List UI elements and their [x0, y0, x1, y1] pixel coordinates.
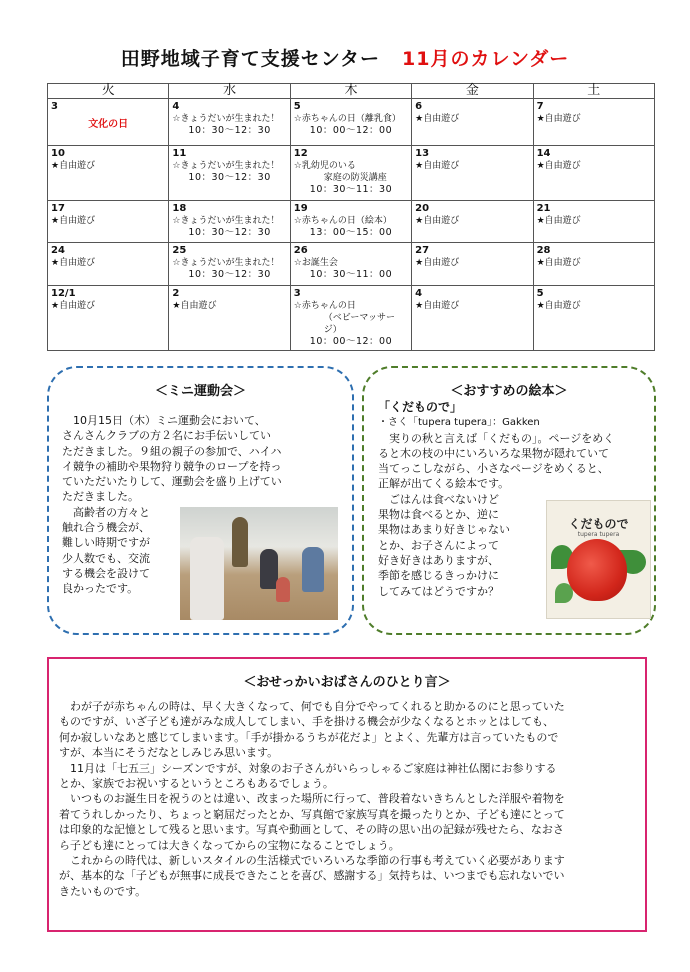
calendar-cell: [169, 286, 290, 351]
calendar-cell: [169, 146, 290, 201]
event-label: ★自由遊び: [536, 216, 581, 226]
text-line: は印象的な記憶として残ると思います。写真や動画として、その時の思い出の記録が残せたら、なおさ: [59, 823, 564, 837]
day-number: 24: [51, 245, 65, 256]
day-number: 5: [293, 101, 301, 112]
calendar-cell: [48, 201, 169, 243]
day-number: 6: [415, 101, 423, 112]
text-line: 好き好きはありますが、: [378, 553, 499, 567]
event-time: 13：00〜15：00: [309, 227, 393, 238]
day-number: 19: [293, 203, 308, 214]
event-label: ★自由遊び: [51, 161, 96, 171]
day-number: 28: [536, 245, 551, 256]
day-number: 26: [293, 245, 308, 256]
calendar-cell: [48, 243, 169, 286]
text-line: 難しい時期ですが: [62, 536, 150, 550]
text-line: ら子ども達にとっては大きくなってからの宝物になることでしょう。: [59, 838, 400, 852]
calendar-week-row: [48, 286, 655, 351]
osekkai-text: [59, 699, 643, 899]
event-label: ★自由遊び: [415, 216, 460, 226]
text-line: すが、本当にそうだなとしみじみ思います。: [59, 746, 279, 760]
day-number: 14: [536, 148, 551, 159]
calendar-cell: [533, 286, 654, 351]
event-label: ☆乳幼児のいる: [293, 161, 356, 171]
text-line: ものですが、いざ子ども達がみな成人してしまい、手を掛ける機会が少なくなるとホッとはしても、: [59, 715, 554, 729]
day-number: 5: [536, 288, 544, 299]
text-line: 果物はあまり好きじゃない: [378, 523, 510, 537]
event-time: 10：30〜11：30: [309, 184, 393, 195]
text-line: ていただいたりして、運動会を盛り上げてい: [62, 475, 282, 489]
event-time: 10：30〜12：30: [188, 227, 271, 238]
calendar-cell: [533, 243, 654, 286]
calendar-cell: [533, 99, 654, 146]
event-time: 10：30〜12：30: [188, 172, 271, 183]
event-label: ☆きょうだいが生まれた！: [172, 258, 280, 268]
text-line: 10月15日（木）ミニ運動会において、: [62, 414, 266, 427]
day-number: 20: [415, 203, 430, 214]
calendar-cell: [169, 243, 290, 286]
event-label: ★自由遊び: [536, 258, 581, 268]
text-line: ただきました。: [62, 490, 139, 504]
event-label: ★自由遊び: [51, 301, 96, 311]
osekkai-heading: ＜おせっかいおばさんのひとり言＞: [243, 675, 451, 690]
calendar-cell: [169, 99, 290, 146]
event-label: ★自由遊び: [172, 301, 217, 311]
title-month: 11月のカレンダー: [402, 48, 570, 70]
text-line: する機会を設けて: [62, 566, 150, 580]
calendar-cell: [290, 146, 411, 201]
day-number: 3: [293, 288, 301, 299]
photo-figure: [190, 537, 224, 620]
event-label: ★自由遊び: [536, 301, 581, 311]
calendar-cell: [290, 286, 411, 351]
text-line: 高齢者の方々と: [62, 505, 150, 519]
calendar-cell: [412, 201, 533, 243]
weekday-wed: 水: [169, 84, 290, 99]
calendar-cell: [48, 146, 169, 201]
text-line: 正解が出てくる絵本です。: [378, 477, 510, 491]
day-number: 10: [51, 148, 65, 159]
event-label: ★自由遊び: [536, 114, 581, 124]
text-line: 季節を感じるきっかけに: [378, 569, 499, 583]
event-time: 10：30〜12：30: [188, 125, 271, 136]
text-line: 触れ合う機会が、: [62, 521, 150, 535]
text-line: イ競争の補助や果物狩り競争のロープを持っ: [62, 459, 282, 473]
event-label: ★自由遊び: [415, 114, 460, 124]
weekday-thu: 木: [290, 84, 411, 99]
event-time: 10：00〜12：00: [309, 125, 393, 136]
calendar-cell: [48, 286, 169, 351]
text-line: ただきました。９組の親子の参加で、ハイハ: [62, 444, 282, 458]
day-number: 7: [536, 101, 544, 112]
event-label: ☆赤ちゃんの日（離乳食）: [293, 114, 401, 124]
day-number: 12: [293, 148, 308, 159]
event-label: ★自由遊び: [51, 258, 96, 268]
text-line: 当てっこしながら、小さなページをめくると、: [378, 462, 609, 476]
title-main: 田野地域子育て支援センター: [120, 48, 381, 70]
calendar-cell: [533, 146, 654, 201]
calendar-cell: [412, 243, 533, 286]
text-line: わが子が赤ちゃんの時は、早く大きくなって、何でも自分でやってくれると助かるのにと思っていた: [59, 700, 565, 713]
day-number: 25: [172, 245, 187, 256]
osekkai-box: [47, 657, 647, 932]
calendar-cell: [412, 286, 533, 351]
weekday-tue: 火: [48, 84, 169, 99]
text-line: いつものお誕生日を祝うのとは違い、改まった場所に行って、普段着ないきちんとした洋服や着物を: [59, 792, 565, 806]
day-number: 17: [51, 203, 65, 214]
weekday-sat: 土: [533, 84, 654, 99]
event-label: ★自由遊び: [415, 258, 460, 268]
apple-shape: [567, 539, 627, 601]
book-title: 「くだもので」: [378, 400, 463, 414]
text-line: 少人数でも、交流: [62, 551, 150, 565]
text-line: ると木の枝の中にいろいろな果物が隠れていて: [378, 446, 609, 460]
day-number: 4: [415, 288, 423, 299]
event-time: 10：30〜12：30: [188, 269, 271, 280]
event-time: 10：00〜12：00: [309, 336, 393, 347]
undokai-photo: [180, 507, 338, 620]
text-line: 実りの秋と言えば「くだもの」。ページをめく: [378, 431, 615, 445]
calendar-cell: [290, 201, 411, 243]
day-number: 12/1: [51, 288, 76, 299]
day-number: 13: [415, 148, 430, 159]
weekday-fri: 金: [412, 84, 533, 99]
event-time: 10：30〜11：00: [309, 269, 393, 280]
calendar-cell: [48, 99, 169, 146]
day-number: 2: [172, 288, 180, 299]
event-label: ☆きょうだいが生まれた！: [172, 216, 280, 226]
text-line: が、基本的な「子どもが無事に成長できたことを喜び、感謝する」気持ちは、いつまでも忘れないでい: [59, 869, 565, 883]
text-line: これからの時代は、新しいスタイルの生活様式でいろいろな季節の行事も考えていく必要があります: [59, 854, 565, 868]
event-label-continued: （ベビーマッサージ）: [323, 313, 396, 335]
event-label: ★自由遊び: [51, 216, 96, 226]
page-title: [0, 44, 690, 71]
event-label: ☆赤ちゃんの日: [293, 301, 356, 311]
weekday-header-row: [48, 84, 655, 99]
calendar-week-row: [48, 201, 655, 243]
calendar-cell: [290, 243, 411, 286]
event-label: ☆きょうだいが生まれた！: [172, 161, 280, 171]
text-line: 11月は「七五三」シーズンですが、対象のお子さんがいらっしゃるご家庭は神社仏閣にお参りする: [59, 761, 557, 775]
event-label: ☆お誕生会: [293, 258, 338, 268]
event-label: ★自由遊び: [415, 161, 460, 171]
day-number: 3: [51, 101, 58, 112]
text-line: 着てうれしかったり、ちょっと窮屈だったとか、写真館で家族写真を撮ったりとか、子ども達にとって: [59, 807, 565, 821]
day-number: 27: [415, 245, 430, 256]
day-number: 21: [536, 203, 551, 214]
text-line: ごはんは食べないけど: [378, 492, 499, 506]
calendar-cell: [412, 146, 533, 201]
holiday-label: 文化の日: [88, 119, 129, 130]
calendar-cell: [169, 201, 290, 243]
book-author: ・さく「tupera tupera」：Gakken: [378, 417, 540, 429]
book-cover-author: tupera tupera: [577, 531, 620, 538]
mini-undokai-heading: ＜ミニ運動会＞: [154, 384, 246, 399]
calendar-cell: [533, 201, 654, 243]
event-label-continued: 家庭の防災講座: [323, 173, 387, 183]
photo-figure: [302, 547, 324, 592]
event-label: ★自由遊び: [415, 301, 460, 311]
calendar-week-row: [48, 99, 655, 146]
day-number: 4: [172, 101, 180, 112]
calendar-cell: [290, 99, 411, 146]
text-line: さんさんクラブの方２名にお手伝いしてい: [62, 429, 271, 443]
calendar-cell: [412, 99, 533, 146]
text-line: とか、お子さんによって: [378, 538, 499, 552]
calendar-week-row: [48, 243, 655, 286]
calendar-table: [47, 83, 655, 351]
calendar-week-row: [48, 146, 655, 201]
ehon-heading: ＜おすすめの絵本＞: [450, 384, 568, 399]
event-label: ☆赤ちゃんの日（絵本）: [293, 216, 392, 226]
day-number: 18: [172, 203, 187, 214]
text-line: 何か寂しいなあと感じてしまいます。「手が掛かるうちが花だよ」とよく、先輩方は言っていたもので: [59, 730, 559, 744]
text-line: 果物は食べるとか、逆に: [378, 508, 499, 522]
text-line: きたいものです。: [59, 884, 147, 898]
book-cover-image: [546, 500, 651, 619]
event-label: ☆きょうだいが生まれた！: [172, 114, 280, 124]
photo-figure: [232, 517, 248, 567]
day-number: 11: [172, 148, 187, 159]
event-label: ★自由遊び: [536, 161, 581, 171]
text-line: してみてはどうですか？: [378, 584, 499, 598]
text-line: 良かったです。: [62, 582, 139, 596]
book-cover-title: くだもので: [568, 517, 629, 531]
text-line: とか、家族でお祝いするというところもあるでしょう。: [59, 777, 334, 791]
photo-figure: [276, 577, 290, 602]
